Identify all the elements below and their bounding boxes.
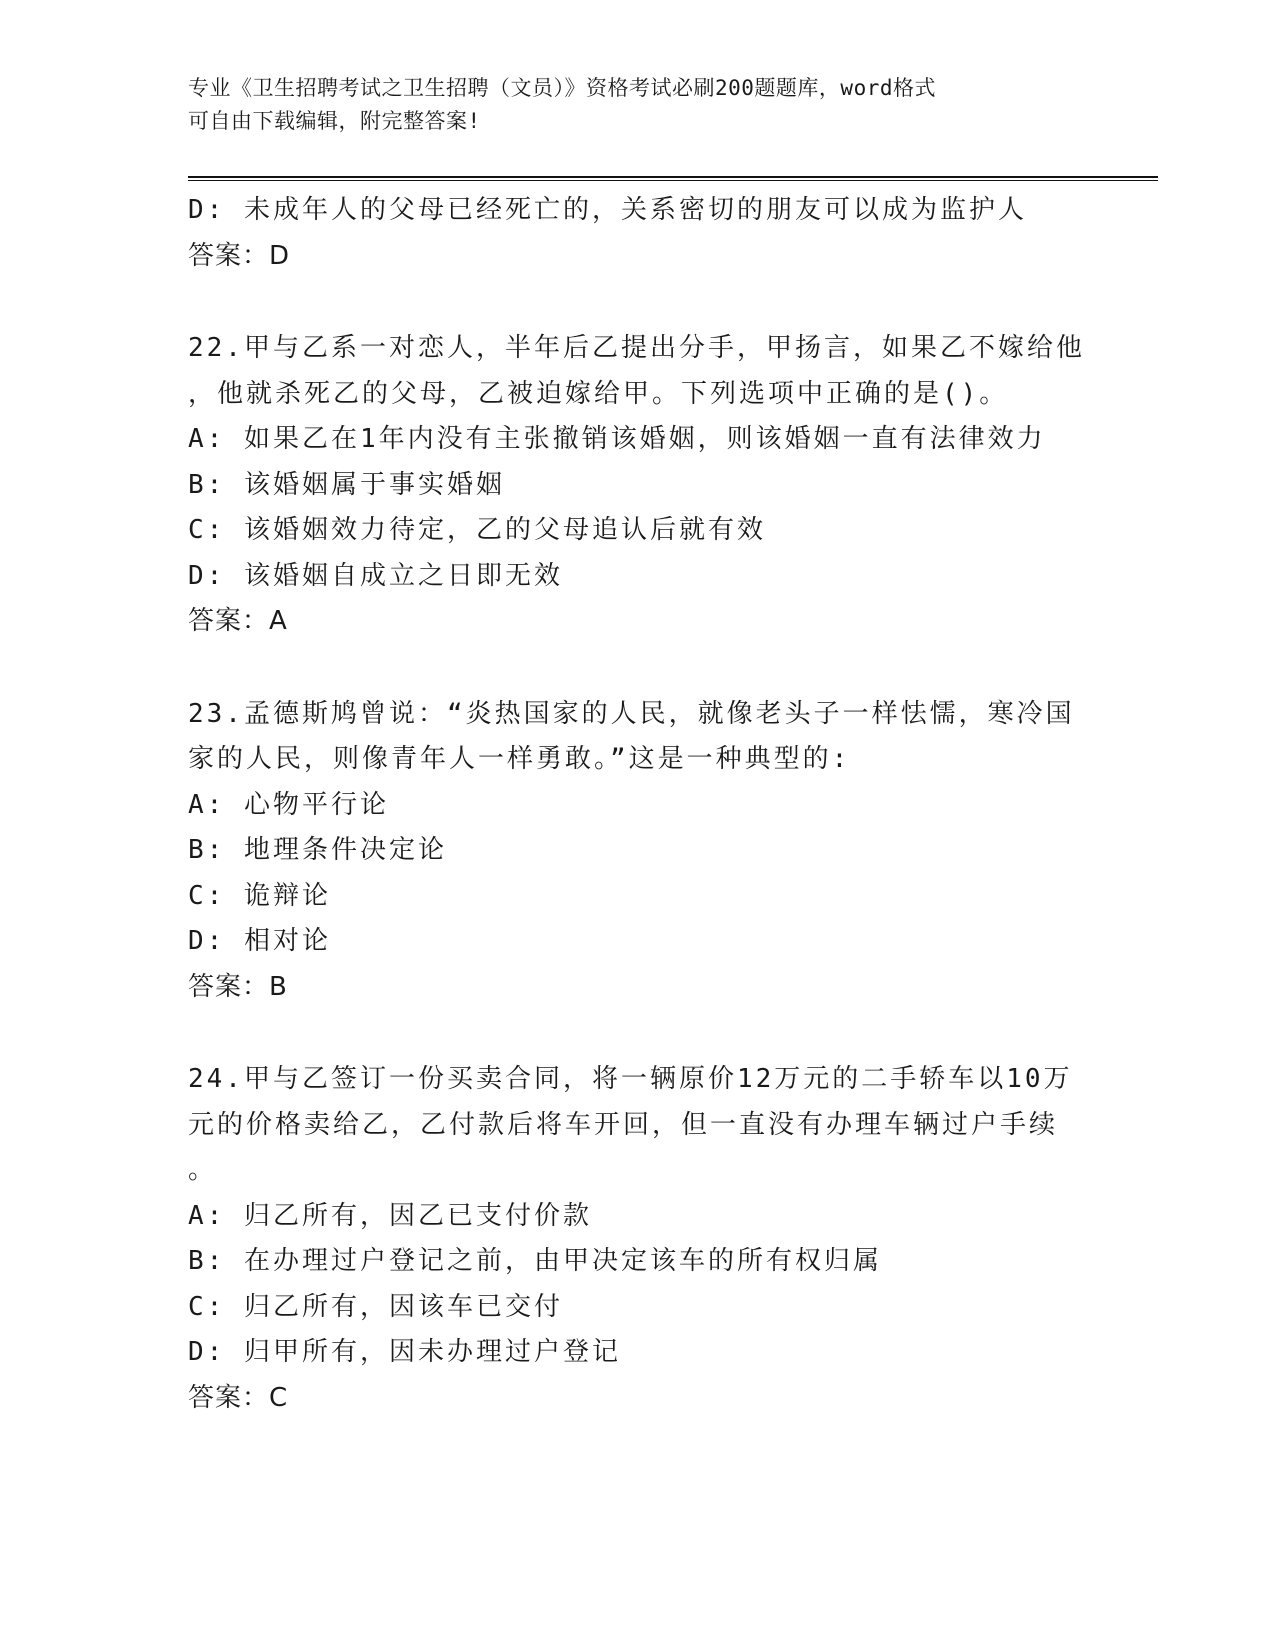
question-block-24 <box>188 1057 1088 1421</box>
option-c: C: 归乙所有，因该车已交付 <box>188 1291 563 1322</box>
option-d: D: 相对论 <box>188 926 331 956</box>
document-body <box>188 188 1088 1421</box>
answer-line: 答案：C <box>188 1382 289 1413</box>
option-c: C: 诡辩论 <box>188 880 331 911</box>
option-a: A: 归乙所有，因乙已支付价款 <box>188 1200 592 1231</box>
option-line: D: 未成年人的父母已经死亡的，关系密切的朋友可以成为监护人 <box>188 195 1027 225</box>
page-header <box>188 72 1088 138</box>
question-text: 23.孟德斯鸠曾说：“炎热国家的人民，就像老头子一样怯懦，寒冷国 <box>188 698 1075 729</box>
question-block-23 <box>188 692 1088 1011</box>
header-line-1: 专业《卫生招聘考试之卫生招聘（文员）》资格考试必刷200题题库，word格式 <box>188 76 936 100</box>
option-b: B: 地理条件决定论 <box>188 835 447 865</box>
answer-line: 答案：A <box>188 606 288 636</box>
question-text: 。 <box>188 1155 218 1185</box>
question-text: 22.甲与乙系一对恋人，半年后乙提出分手，甲扬言，如果乙不嫁给他 <box>188 333 1085 363</box>
answer-line: 答案：B <box>188 971 288 1002</box>
option-b: B: 在办理过户登记之前，由甲决定该车的所有权归属 <box>188 1246 882 1276</box>
option-b: B: 该婚姻属于事实婚姻 <box>188 469 505 500</box>
header-line-2: 可自由下载编辑，附完整答案! <box>188 109 481 133</box>
option-d: D: 该婚姻自成立之日即无效 <box>188 560 563 591</box>
question-block-22 <box>188 326 1088 645</box>
question-text: ，他就杀死乙的父母，乙被迫嫁给甲。下列选项中正确的是()。 <box>188 378 1009 409</box>
header-divider <box>188 176 1158 181</box>
option-a: A: 心物平行论 <box>188 789 389 820</box>
question-text: 家的人民，则像青年人一样勇敢。”这是一种典型的: <box>188 744 851 774</box>
option-d: D: 归甲所有，因未办理过户登记 <box>188 1337 621 1367</box>
question-text: 24.甲与乙签订一份买卖合同，将一辆原价12万元的二手轿车以10万 <box>188 1064 1073 1094</box>
question-block-21-tail <box>188 188 1088 279</box>
option-c: C: 该婚姻效力待定，乙的父母追认后就有效 <box>188 515 766 545</box>
option-a: A: 如果乙在1年内没有主张撤销该婚姻，则该婚姻一直有法律效力 <box>188 424 1046 454</box>
answer-line: 答案：D <box>188 240 291 271</box>
question-text: 元的价格卖给乙，乙付款后将车开回，但一直没有办理车辆过户手续 <box>188 1109 1059 1140</box>
